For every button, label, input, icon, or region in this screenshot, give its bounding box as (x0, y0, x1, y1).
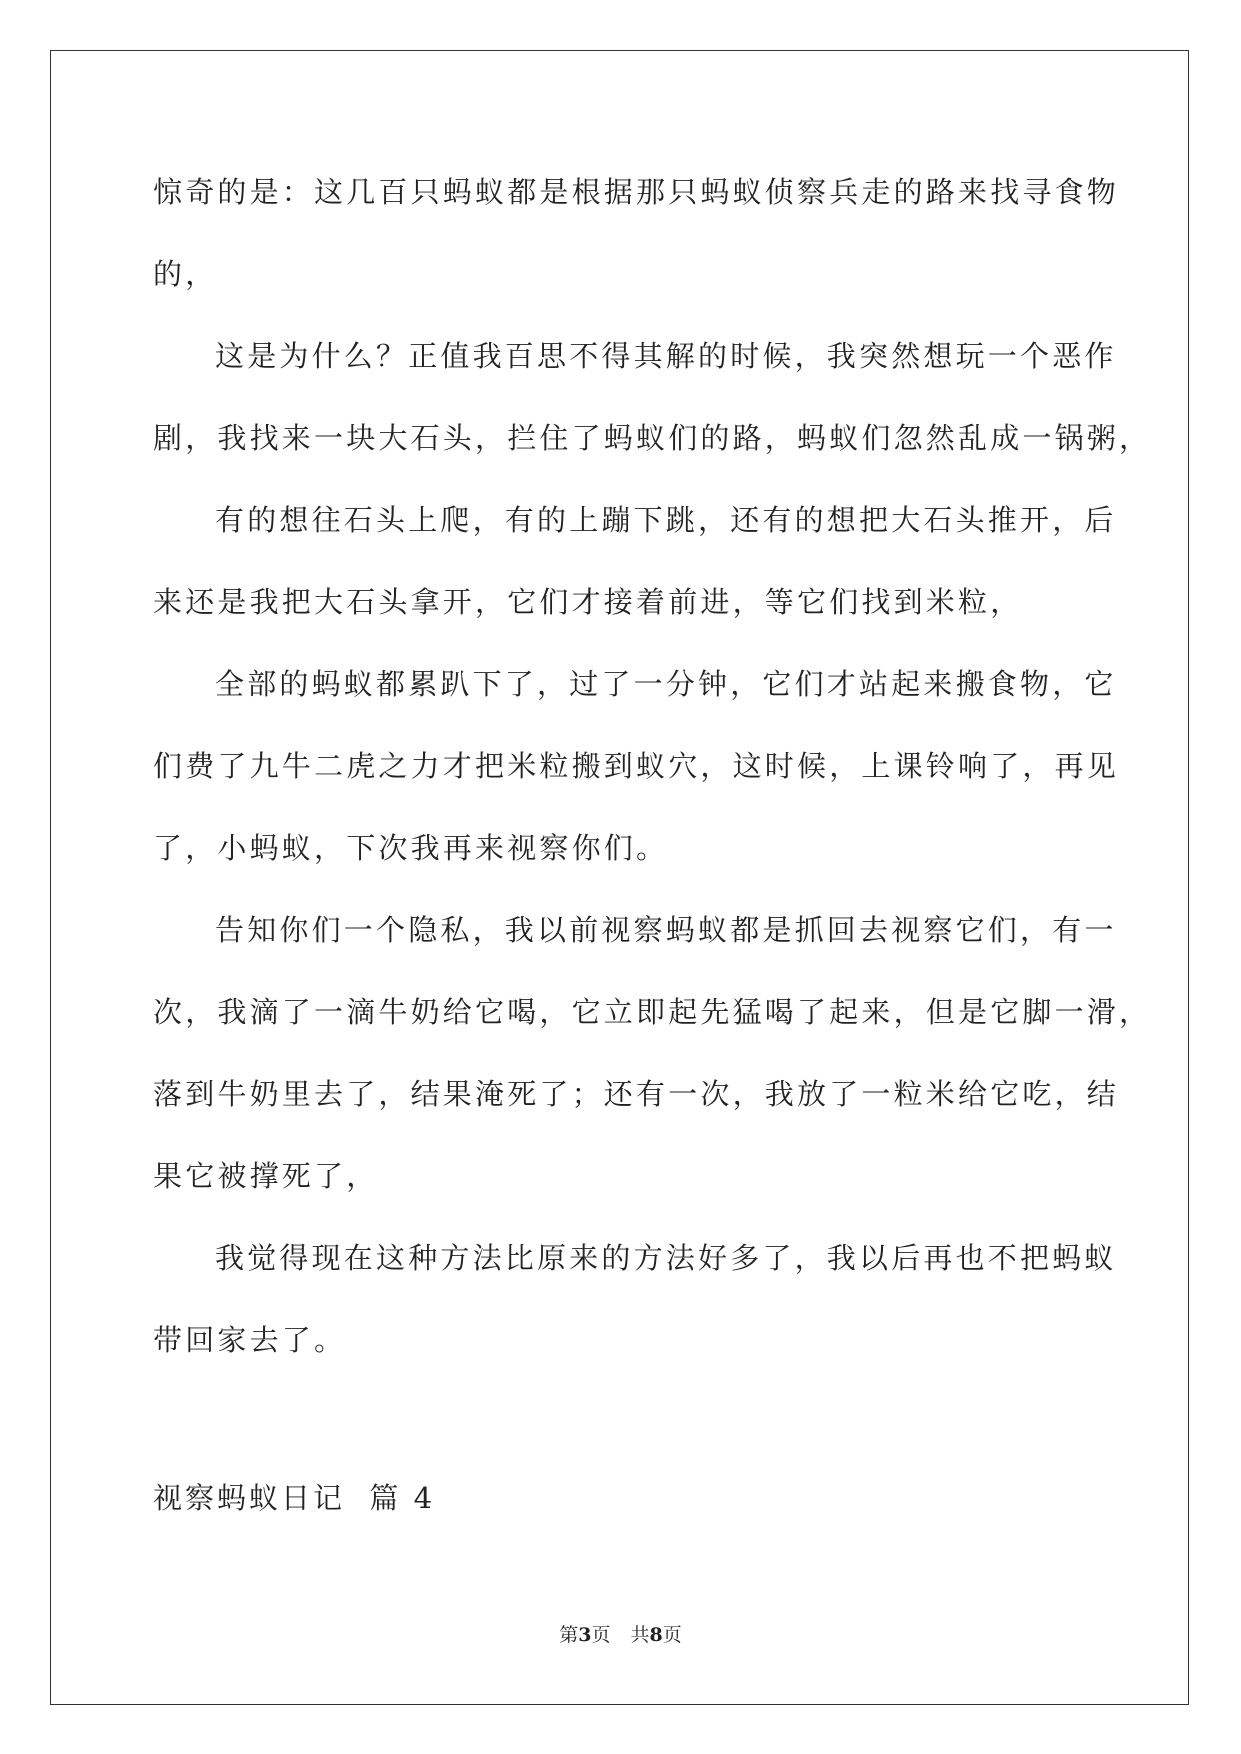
footer-prefix: 第 (559, 1624, 579, 1646)
body-line-1: 惊奇的是：这几百只蚂蚁都是根据那只蚂蚁侦察兵走的路来找寻食物 (153, 175, 1120, 209)
body-line-12: 落到牛奶里去了，结果淹死了；还有一次，我放了一粒米给它吃，结 (153, 1077, 1120, 1111)
body-line-13: 果它被撑死了， (153, 1159, 379, 1193)
body-line-8: 们费了九牛二虎之力才把米粒搬到蚁穴，这时候，上课铃响了，再见 (153, 749, 1120, 783)
body-line-14: 我觉得现在这种方法比原来的方法好多了，我以后再也不把蚂蚁 (215, 1241, 1117, 1275)
footer-total-prefix: 共 (630, 1624, 650, 1646)
body-line-9: 了，小蚂蚁，下次我再来视察你们。 (153, 831, 669, 865)
body-line-6: 来还是我把大石头拿开，它们才接着前进，等它们找到米粒， (153, 585, 1023, 619)
footer-total-suffix: 页 (662, 1624, 682, 1646)
body-line-4: 剧，我找来一块大石头，拦住了蚂蚁们的路，蚂蚁们忽然乱成一锅粥， (153, 421, 1152, 455)
body-line-7: 全部的蚂蚁都累趴下了，过了一分钟，它们才站起来搬食物，它 (215, 667, 1117, 701)
body-line-15: 带回家去了。 (153, 1323, 347, 1357)
page-footer (0, 1622, 1241, 1648)
body-line-2: 的， (153, 257, 218, 291)
footer-current-page: 3 (578, 1624, 592, 1646)
body-line-11: 次，我滴了一滴牛奶给它喝，它立即起先猛喝了起来，但是它脚一滑， (153, 995, 1152, 1029)
section-heading: 视察蚂蚁日记 篇 4 (153, 1481, 436, 1515)
body-line-3: 这是为什么？正值我百思不得其解的时候，我突然想玩一个恶作 (215, 339, 1117, 373)
footer-total-pages: 8 (649, 1624, 663, 1646)
footer-page-word: 页 (591, 1624, 611, 1646)
body-line-5: 有的想往石头上爬，有的上蹦下跳，还有的想把大石头推开，后 (215, 503, 1117, 537)
page-border (50, 50, 1189, 1705)
body-line-10: 告知你们一个隐私，我以前视察蚂蚁都是抓回去视察它们，有一 (215, 913, 1117, 947)
